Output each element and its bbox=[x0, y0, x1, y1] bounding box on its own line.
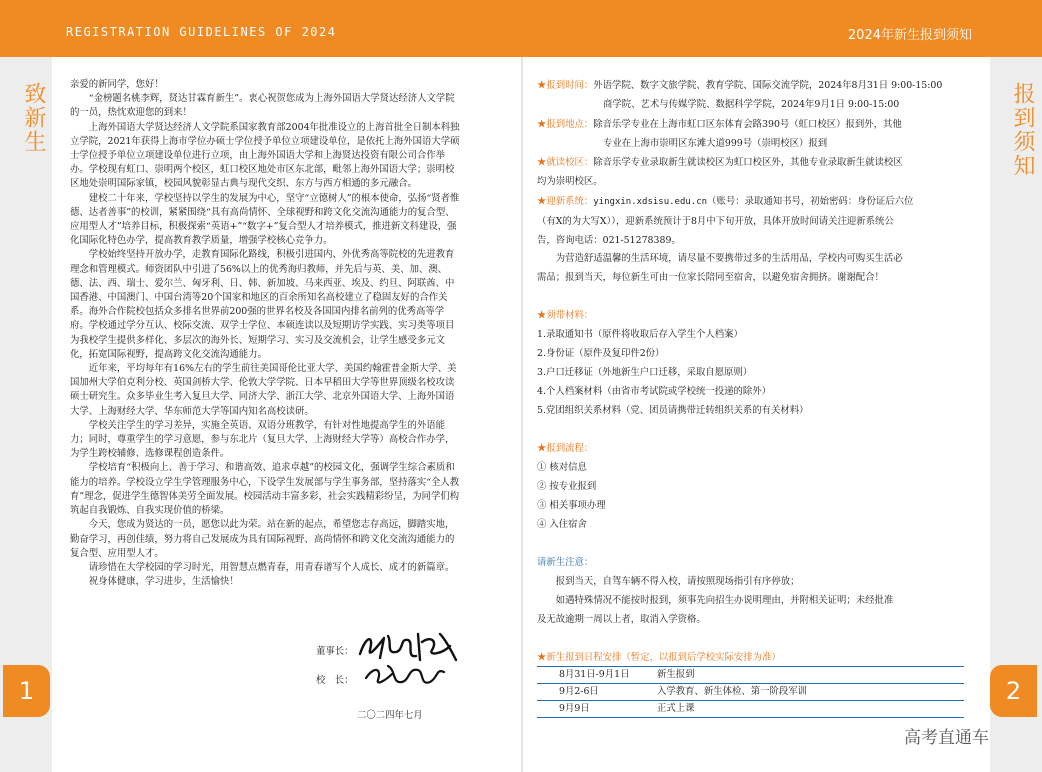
letter-paragraph: 今天，您成为贤达的一员，愿您以此为荣。站在新的起点，希望您志存高远，脚踏实地，勤奋学习，再创佳绩，努力将自己发展成为具有国际视野、高尚情怀和跨文化交流沟通能力的复合型、应用型人才。 bbox=[70, 519, 455, 559]
process-title: ★报到流程： bbox=[537, 443, 594, 454]
process-section bbox=[537, 439, 967, 534]
welcome-system-label: ★迎新系统： bbox=[537, 196, 594, 207]
materials-item: 4.个人档案材料（由省市考试院或学校统一投递的除外） bbox=[537, 386, 771, 397]
notes-line1: 报到当天，自驾车辆不得入校，请按照现场指引有序停放； bbox=[555, 576, 800, 587]
materials-section bbox=[537, 306, 967, 420]
report-place-label: ★报到地点： bbox=[537, 119, 594, 130]
report-time-line1: 外语学院、数字文旅学院、教育学院、国际交流学院，2024年8月31日 9:00-15:00 bbox=[593, 80, 943, 91]
notes-line2: 如遇特殊情况不能按时报到，须事先向招生办说明理由，并附相关证明；未经批准 bbox=[555, 595, 894, 606]
schedule-date: 9月2-6日 bbox=[559, 686, 599, 697]
report-time-label: ★报到时间： bbox=[537, 80, 594, 91]
letter-paragraph: 学校关注学生的学习差异，实施全英语、双语分班教学，有针对性地提高学生的外语能力；同时，尊重学生的学习意愿，参与东北片（复旦大学、上海财经大学等）高校合作办学，为学生跨校辅修、选修课程创造条件。 bbox=[70, 419, 455, 460]
right-side-label: 报到须知 bbox=[1010, 82, 1035, 178]
process-item: ① 核对信息 bbox=[537, 462, 587, 473]
header-left-title: REGISTRATION GUIDELINES OF 2024 bbox=[66, 25, 337, 39]
campus-line1: 除音乐学专业录取新生就读校区为虹口校区外，其他专业录取新生就读校区 bbox=[593, 157, 903, 168]
header-right-title: 2024年新生报到须知 bbox=[847, 28, 972, 43]
living-notice bbox=[537, 249, 967, 287]
notes-title: 请新生注意： bbox=[537, 557, 594, 568]
letter-paragraph: 学校培育“积极向上、善于学习、和谐高效、追求卓越”的校园文化，强调学生综合素质和能力的培养。学校设立学生学管理服务中心，下设学生发展部与学生事务部，坚持落实“全人教育”理念，促进学生德智体美劳全面发展。校园活动丰富多彩，社会实践精彩纷呈，为同学们构筑起自我锻炼、自我实现价值的桥梁。 bbox=[70, 462, 460, 517]
materials-title: ★须带材料： bbox=[537, 310, 594, 321]
process-item: ③ 相关事项办理 bbox=[537, 500, 606, 511]
watermark: 高考直通车 bbox=[904, 728, 989, 748]
report-time-section bbox=[537, 76, 967, 114]
schedule-row bbox=[537, 667, 964, 684]
report-time-line2: 商学院、艺术与传媒学院、数据科学学院，2024年9月1日 9:00-15:00 bbox=[603, 99, 900, 110]
letter-paragraph: 近年来，平均每年有16%左右的学生前往美国哥伦比亚大学、美国约翰霍普金斯大学、美国加州大学伯克利分校、英国剑桥大学、伦敦大学学院、日本早稻田大学等世界顶级名校攻读硕士研究生。众多毕业生考入复旦大学、同济大学、浙江大学、北京外国语大学、上海外国语大学、上海财经大学、华东师范大学等国内知名高校读研。 bbox=[70, 363, 457, 417]
chairman-label: 董事长： bbox=[316, 646, 354, 657]
schedule-event: 正式上课 bbox=[657, 703, 695, 714]
president-signature bbox=[362, 660, 448, 690]
page-gutter bbox=[521, 57, 523, 772]
materials-item: 1.录取通知书（原件将收取后存入学生个人档案） bbox=[537, 329, 743, 340]
schedule-date: 8月31日-9月1日 bbox=[559, 669, 630, 680]
report-place-line2: 专业在上海市崇明区东滩大道999号（崇明校区）报到 bbox=[603, 138, 828, 149]
letter-paragraph: 学校始终坚持开放办学，走教育国际化路线，积极引进国内、外优秀高等院校的先进教育理念和管理模式。师资团队中引进了56%以上的优秀海归教师，并先后与英、美、加、澳、德、法、西、瑞士、爱尔兰、匈牙利、日、韩、新加坡、马来西亚、埃及、约旦、阿联酋、中国香港、中国澳门、中国台湾等20个国家和地区的百余所知名高校建立了稳固友好的合作关系。海外合作院校包括众多排名世界前200强的世界名校及各国国内排名前列的优秀高等学府。学校通过学分互认、校际交流、双学士学位、本硕连读以及短期访学实践、实习类等项目为我校学生提供多样化、多层次的海外长、短期学习、实习及交流机会，让学生感受多元文化，拓宽国际视野，提高跨文化交流沟通能力。 bbox=[70, 249, 455, 360]
notes-line3: 及无故逾期一周以上者，取消入学资格。 bbox=[537, 614, 706, 625]
campus-label: ★就读校区： bbox=[537, 157, 594, 168]
president-label: 校 长： bbox=[316, 675, 354, 686]
schedule-table bbox=[537, 650, 964, 718]
welcome-system-section bbox=[537, 192, 967, 250]
welcome-system-line1: （账号：录取通知书号，初始密码：身份证后六位 bbox=[707, 196, 914, 207]
welcome-letter bbox=[70, 78, 462, 589]
materials-item: 3.户口迁移证（外地新生户口迁移，采取自愿原则） bbox=[537, 367, 753, 378]
schedule-row bbox=[537, 684, 964, 701]
page-number-right: 2 bbox=[990, 665, 1037, 717]
campus-line2: 均为崇明校区。 bbox=[537, 176, 603, 187]
living-line1: 为营造舒适温馨的生活环境，请尽量不要携带过多的生活用品，学校内可购买生活必 bbox=[555, 253, 903, 264]
left-side-label: 致新生 bbox=[21, 82, 46, 154]
process-item: ② 按专业报到 bbox=[537, 481, 597, 492]
schedule-date: 9月9日 bbox=[559, 703, 590, 714]
schedule-title: ★新生报到日程安排（暂定，以报到后学校实际安排为准） bbox=[537, 650, 964, 667]
schedule-event: 新生报到 bbox=[657, 669, 695, 680]
process-item: ④ 入住宿舍 bbox=[537, 519, 587, 530]
letter-closing: 祝身体健康，学习进步，生活愉快！ bbox=[88, 576, 239, 588]
report-place-line1: 除音乐学专业在上海市虹口区东体育会路390号（虹口校区）报到外，其他 bbox=[593, 119, 902, 130]
materials-item: 2.身份证（原件及复印件2份） bbox=[537, 348, 665, 359]
notes-section bbox=[537, 553, 967, 629]
letter-paragraph: “金榜题名桃李辉，贤达甘霖育新生”。衷心祝贺您成为上海外国语大学贤达经济人文学院的一员，热忱欢迎您的到来！ bbox=[70, 93, 455, 119]
letter-paragraph: 建校二十年来，学校坚持以学生的发展为中心，坚守“立德树人”的根本使命，弘扬“贤者惟德、达者善事”的校训，紧紧围绕“具有高尚情怀、全球视野和跨文化交流沟通能力的复合型、应用型人才”培养目标，积极探索“英语+”“数字+”复合型人才培养模式，推进新文科建设，强化国际化特色办学，提高教育教学质量，增强学校核心竞争力。 bbox=[70, 192, 460, 247]
welcome-system-url[interactable]: yingxin.xdsisu.edu.cn bbox=[593, 197, 708, 207]
header-bar bbox=[0, 0, 1042, 57]
living-line2: 需品；报到当天，每位新生可由一位家长陪同至宿舍，以避免宿舍拥挤。谢谢配合！ bbox=[537, 272, 884, 283]
letter-date: 二〇二四年七月 bbox=[357, 710, 423, 721]
schedule-row bbox=[537, 701, 964, 718]
page-number-left: 1 bbox=[3, 665, 50, 717]
campus-section bbox=[537, 153, 967, 191]
welcome-system-line3: 告，咨询电话：021-51278389。 bbox=[537, 235, 681, 246]
letter-paragraph: 请珍惜在大学校园的学习时光，用智慧点燃青春，用青春谱写个人成长、成才的新篇章。 bbox=[88, 561, 455, 573]
materials-item: 5.党团组织关系材料（党、团员请携带迁转组织关系的有关材料） bbox=[537, 405, 809, 416]
welcome-system-line2: （有X的为大写X）），迎新系统预计于8月中下旬开放，具体开放时间请关注迎新系统公 bbox=[537, 216, 894, 227]
letter-greeting: 亲爱的新同学，您好！ bbox=[70, 79, 164, 90]
schedule-event: 入学教育、新生体检、第一阶段军训 bbox=[657, 686, 808, 697]
report-place-section bbox=[537, 115, 967, 153]
letter-paragraph: 上海外国语大学贤达经济人文学院系国家教育部2004年批准设立的上海首批全日制本科独立学院，2021年获得上海市学位办硕士学位授予单位立项建设单位，是依托上海外国语大学硕士学位授予单位立项建设单位进行立项，由上海外国语大学和上海贤达投资有限公司合作举办。学校现有虹口、崇明两个校区，虹口校区地处市区东北部，毗邻上海外国语大学；崇明校区地处崇明国际家镇，校园风貌彰显古典与现代交织、东方与西方相通的多元融合。 bbox=[70, 121, 460, 190]
